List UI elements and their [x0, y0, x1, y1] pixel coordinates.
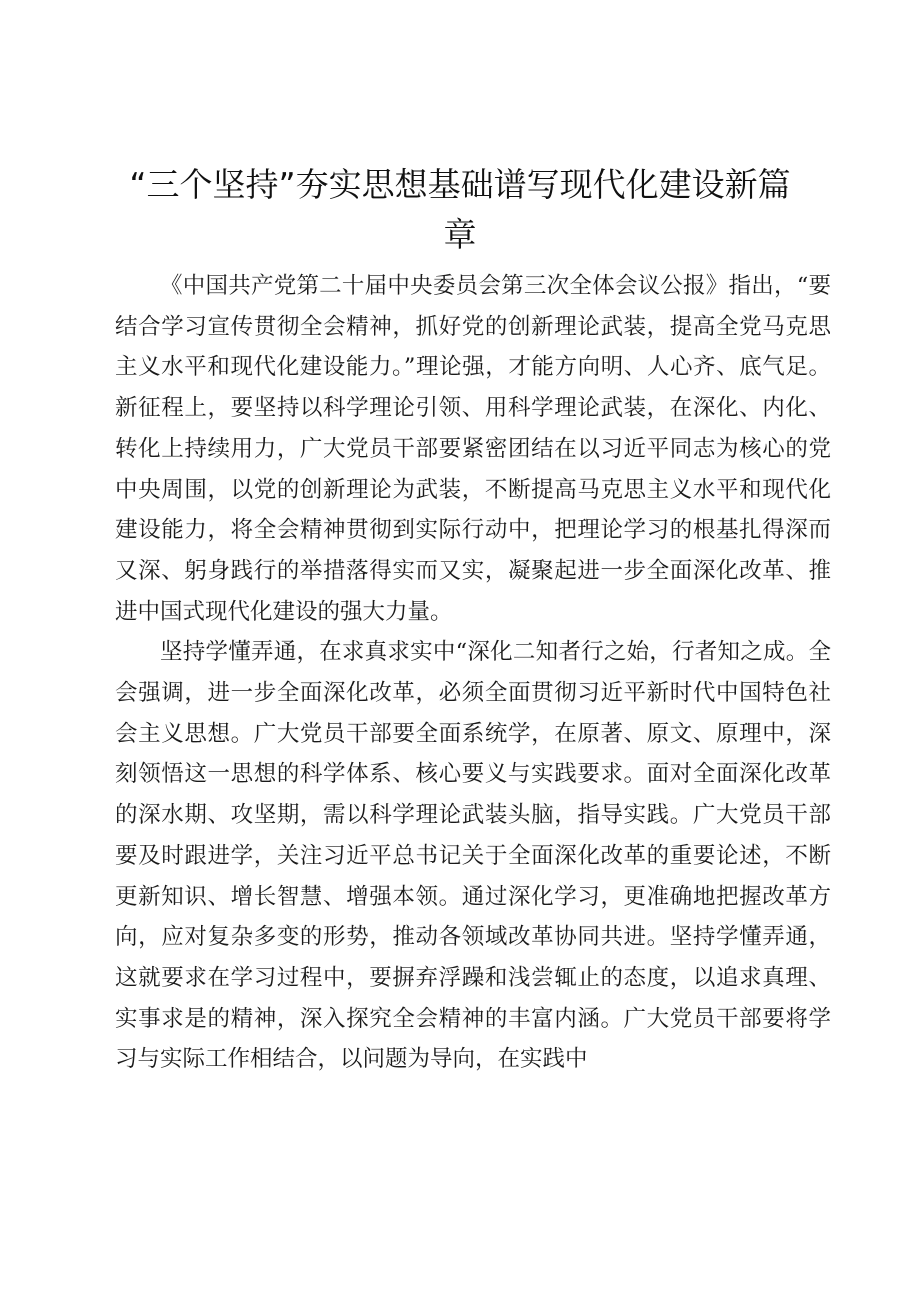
document-body — [115, 266, 831, 1080]
document-title: “三个坚持”夯实思想基础谱写现代化建设新篇章 — [129, 165, 791, 254]
body-paragraph-2: 坚持学懂弄通，在求真求实中“深化二知者行之始，行者知之成。全会强调，进一步全面深化改革，必须全面贯彻习近平新时代中国特色社会主义思想。广大党员干部要全面系统学，在原著、原文、原理中，深刻领悟这一思想的科学体系、核心要义与实践要求。面对全面深化改革的深水期、攻坚期，需以科学理论武装头脑，指导实践。广大党员干部要及时跟进学，关注习近平总书记关于全面深化改革的重要论述，不断更新知识、增长智慧、增强本领。通过深化学习，更准确地把握改革方向，应对复杂多变的形势，推动各领域改革协同共进。坚持学懂弄通，这就要求在学习过程中，要摒弃浮躁和浅尝辄止的态度，以追求真理、实事求是的精神，深入探究全会精神的丰富内涵。广大党员干部要将学习与实际工作相结合，以问题为导向，在实践中 — [115, 639, 831, 1073]
body-paragraph-1: 《中国共产党第二十届中央委员会第三次全体会议公报》指出，“要结合学习宣传贯彻全会精神，抓好党的创新理论武装，提高全党马克思主义水平和现代化建设能力。”理论强，才能方向明、人心齐、底气足。新征程上，要坚持以科学理论引领、用科学理论武装，在深化、内化、转化上持续用力，广大党员干部要紧密团结在以习近平同志为核心的党中央周围，以党的创新理论为武装，不断提高马克思主义水平和现代化建设能力，将全会精神贯彻到实际行动中，把理论学习的根基扎得深而又深、躬身践行的举措落得实而又实，凝聚起进一步全面深化改革、推进中国式现代化建设的强大力量。 — [115, 273, 831, 625]
